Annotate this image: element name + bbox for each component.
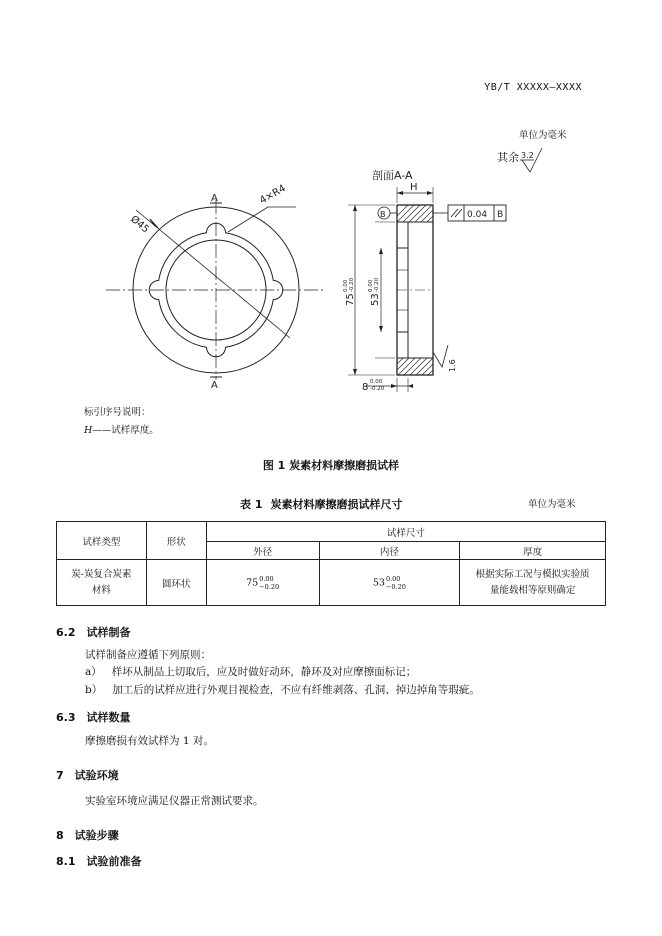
table-caption-number: 表 1 — [240, 498, 263, 511]
section-7-title: 7 试验环境 — [56, 769, 119, 782]
inner-upper: 0.00 — [385, 574, 401, 583]
section-7-text: 实验室环境应满足仪器正常测试要求。 — [85, 795, 264, 807]
header-size: 试样尺寸 — [206, 522, 605, 542]
section-6-2-item-b — [85, 682, 480, 697]
cell-outer — [206, 560, 319, 606]
label-a-bottom: A — [211, 380, 218, 391]
dim-75: 75 — [345, 293, 356, 306]
datum-b: B — [380, 210, 386, 219]
roughness-side: 1.6 — [448, 359, 457, 372]
item-a-text: 样坏从制品上切取后，应及时做好动环，静环及对应摩擦面标记； — [111, 666, 417, 678]
outer-upper: 0.00 — [259, 574, 274, 583]
section-label: 剖面A-A — [372, 169, 413, 182]
table-caption — [240, 496, 402, 512]
dim-notch: 4×R4 — [258, 183, 288, 207]
dim-8-lower: -0.20 — [370, 386, 385, 392]
cell-inner — [319, 560, 460, 606]
dim-8: 8 — [362, 382, 369, 393]
roughness-top-value: 3.2 — [521, 151, 534, 160]
section-8-title: 8 试验步骤 — [56, 829, 119, 842]
table-caption-title: 炭素材料摩擦磨损试样尺寸 — [270, 498, 403, 511]
dim-75-lower: -0.20 — [349, 277, 355, 292]
cell-type-line1: 炭-炭复合炭素 — [71, 568, 132, 580]
notes-h — [84, 422, 159, 436]
outer-value: 75 — [246, 577, 259, 588]
dim-outer-diameter: Ø45 — [128, 213, 151, 236]
roughness-remaining-label: 其余 — [497, 151, 519, 164]
specimen-drawing — [0, 0, 662, 420]
label-h: H — [410, 182, 418, 193]
cell-thickness — [460, 560, 606, 606]
figure-caption: 图 1 炭素材料摩擦磨损试样 — [262, 459, 400, 472]
dim-53-upper: 0.00 — [368, 279, 374, 292]
header-shape: 形状 — [146, 522, 206, 560]
cell-thickness-line2: 量能载相等原则确定 — [489, 584, 576, 596]
inner-lower: −0.20 — [385, 582, 406, 591]
table-unit-note: 单位为毫米 — [528, 499, 576, 510]
inner-value: 53 — [372, 577, 385, 588]
header-thickness: 厚度 — [460, 542, 606, 560]
cell-thickness-line1: 根据实际工况与模拟实验质 — [475, 568, 590, 580]
document-number: YB/T XXXXX—XXXX — [484, 82, 582, 93]
tolerance-value: 0.04 — [467, 210, 488, 220]
label-a-top: A — [211, 193, 218, 204]
notes-h-text: ——试样厚度。 — [92, 425, 159, 436]
section-6-3-text: 摩擦磨损有效试样为 1 对。 — [85, 735, 214, 747]
cell-type — [57, 560, 147, 606]
section-6-3-title: 6.3 试样数量 — [56, 711, 131, 724]
section-6-2-title: 6.2 试样制备 — [56, 626, 131, 639]
notes-h-symbol: H — [84, 425, 93, 436]
dim-53: 53 — [370, 293, 381, 306]
item-b-text: 加工后的试样应进行外观目视检查，不应有纤维剥落、孔洞、掉边掉角等瑕疵。 — [112, 684, 480, 696]
tolerance-datum: B — [497, 210, 504, 220]
cell-shape: 圆环状 — [146, 560, 206, 606]
table-row — [57, 560, 606, 606]
cell-type-line2: 材料 — [91, 584, 111, 596]
header-outer: 外径 — [206, 542, 319, 560]
dim-8-upper: 0.00 — [370, 379, 383, 385]
header-type: 试样类型 — [57, 522, 147, 560]
outer-lower: −0.20 — [259, 582, 280, 591]
section-6-2-item-a — [85, 664, 416, 679]
specimen-size-table — [56, 521, 606, 606]
header-inner: 内径 — [319, 542, 460, 560]
item-b-marker: b） — [85, 684, 103, 696]
section-8-1-title: 8.1 试验前准备 — [56, 855, 142, 868]
dim-75-upper: 0.00 — [343, 279, 349, 292]
dim-53-lower: -0.20 — [374, 277, 380, 292]
item-a-marker: a） — [85, 666, 102, 678]
figure-unit-note: 单位为毫米 — [519, 130, 567, 141]
section-6-2-intro: 试样制备应遵循下列原则： — [85, 649, 211, 661]
notes-title: 标引序号说明： — [84, 407, 151, 418]
